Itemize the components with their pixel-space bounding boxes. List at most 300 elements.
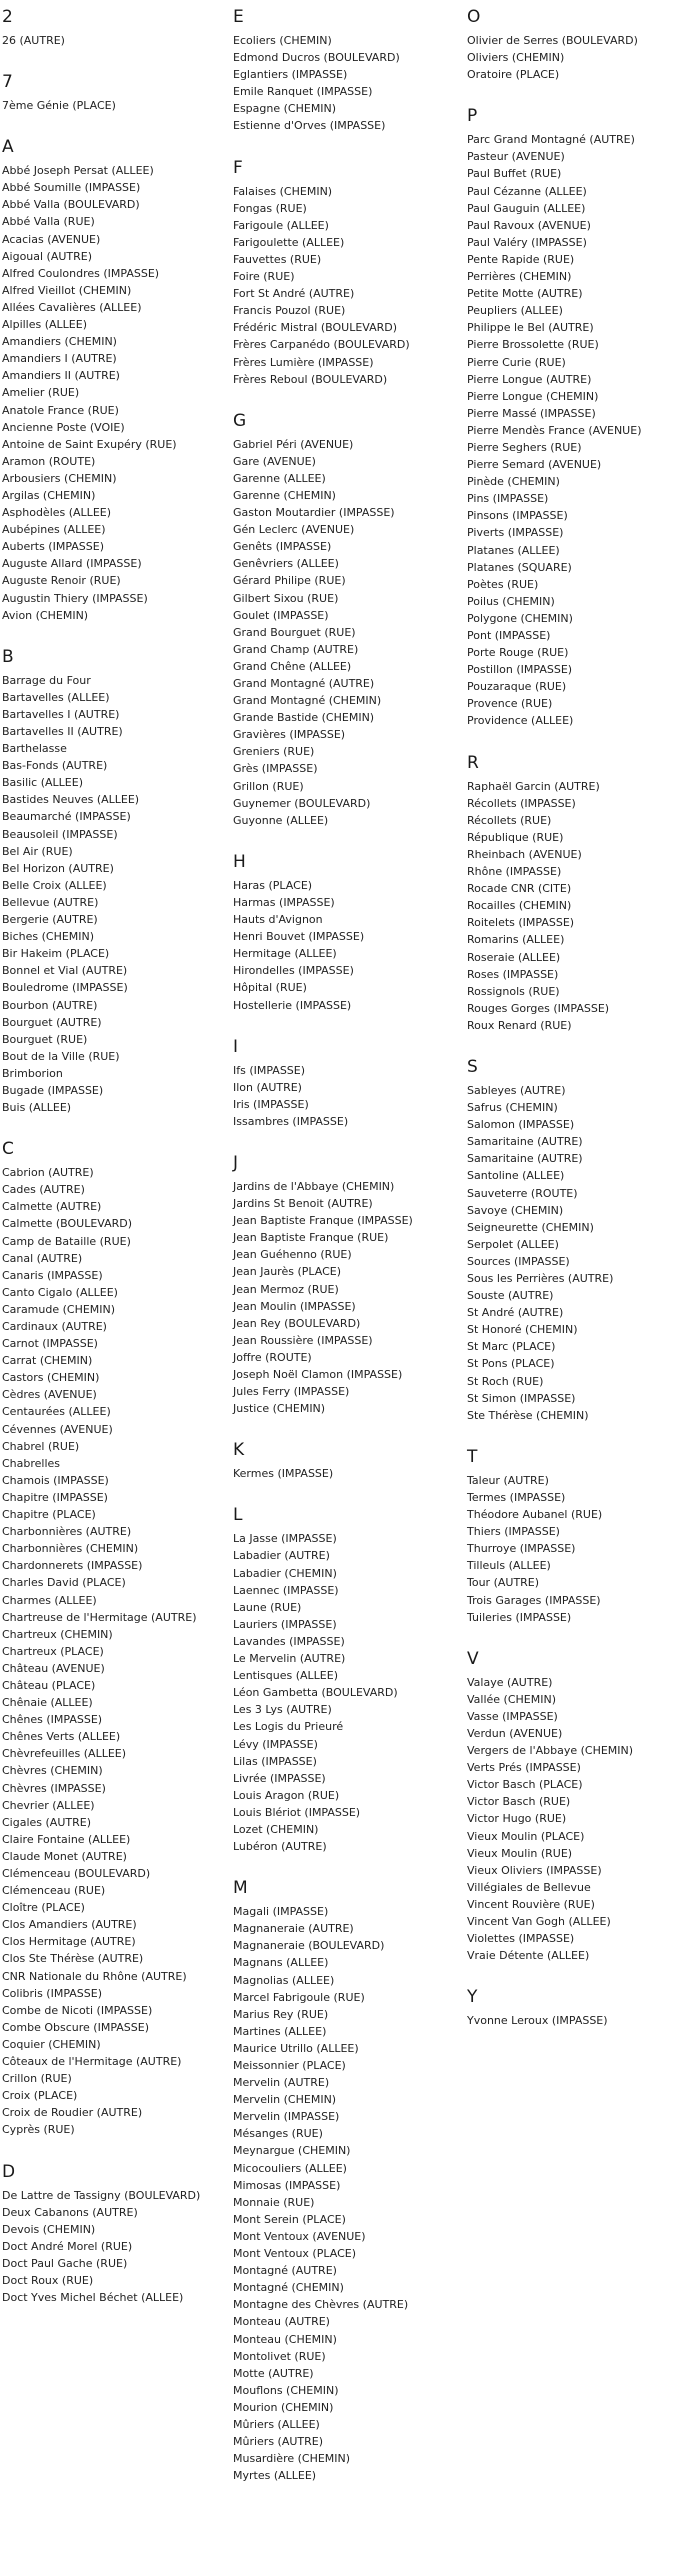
street-entry: Les Logis du Prieuré [233,1720,344,1734]
letter-heading: D [2,2161,16,2182]
street-entry: Vergers de l'Abbaye (CHEMIN) [467,1744,634,1758]
letter-group [233,1439,448,1482]
street-entry: Grès (IMPASSE) [233,762,318,776]
street-list [233,32,448,135]
street-entry: Barthelasse [2,742,67,756]
street-entry: Lavandes (IMPASSE) [233,1634,345,1648]
street-entry: Bartavelles I (AUTRE) [2,707,120,721]
street-entry: Beaumarché (IMPASSE) [2,810,131,824]
street-entry: Rocailles (CHEMIN) [467,899,572,913]
street-entry: Chabrelles [2,1456,61,1470]
street-entry: Ifs (IMPASSE) [233,1063,306,1077]
street-entry: Edmond Ducros (BOULEVARD) [233,51,400,65]
street-entry: Alfred Coulondres (IMPASSE) [2,266,160,280]
letter-group [2,71,217,114]
street-entry: Henri Bouvet (IMPASSE) [233,930,365,944]
street-entry: Les 3 Lys (AUTRE) [233,1703,332,1717]
street-entry: Chapitre (IMPASSE) [2,1490,108,1504]
street-entry: Gérard Philipe (RUE) [233,574,346,588]
street-entry: Clémenceau (RUE) [2,1884,106,1898]
letter-heading: F [233,157,243,178]
street-entry: Paul Cézanne (ALLEE) [467,184,587,198]
letter-group [467,1056,672,1424]
street-entry: Anatole France (RUE) [2,403,119,417]
street-entry: Genêvriers (ALLEE) [233,557,339,571]
street-entry: Montagné (AUTRE) [233,2264,337,2278]
letter-heading: T [467,1446,478,1467]
street-entry: Doct Roux (RUE) [2,2273,94,2287]
street-entry: Chênaie (ALLEE) [2,1696,93,1710]
street-entry: Laune (RUE) [233,1600,302,1614]
street-entry: Meynargue (CHEMIN) [233,2144,351,2158]
street-entry: Centaurées (ALLEE) [2,1405,111,1419]
letter-heading: E [233,7,244,27]
street-entry: Mervelin (CHEMIN) [233,2093,337,2107]
street-entry: Pasteur (AVENUE) [467,150,565,164]
street-entry: Hermitage (ALLEE) [233,947,337,961]
street-entry: Chartreux (PLACE) [2,1644,104,1658]
street-entry: Parc Grand Montagné (AUTRE) [467,133,635,147]
street-entry: Caramude (CHEMIN) [2,1302,116,1316]
street-entry: Pierre Longue (CHEMIN) [467,389,599,403]
street-entry: Platanes (SQUARE) [467,560,572,574]
street-entry: Carnot (IMPASSE) [2,1337,98,1351]
street-entry: Camp de Bataille (RUE) [2,1234,131,1248]
street-entry: Amandiers I (AUTRE) [2,352,117,366]
street-entry: 26 (AUTRE) [2,34,65,47]
street-entry: Lauriers (IMPASSE) [233,1617,337,1631]
street-entry: Magnaneraie (BOULEVARD) [233,1939,385,1953]
street-entry: Calmette (AUTRE) [2,1200,102,1214]
letter-heading: A [2,137,14,158]
street-entry: Jardins St Benoit (AUTRE) [233,1197,373,1211]
street-entry: Castors (CHEMIN) [2,1371,100,1385]
street-entry: Samaritaine (AUTRE) [467,1152,583,1166]
street-entry: Grand Bourguet (RUE) [233,625,356,639]
street-entry: Croix de Roudier (AUTRE) [2,2106,143,2120]
street-entry: Jean Baptiste Franque (RUE) [233,1231,389,1245]
letter-heading: G [233,410,247,431]
street-entry: Acacias (AVENUE) [2,232,101,246]
letter-heading: 7 [2,72,13,93]
street-entry: Thurroye (IMPASSE) [467,1542,576,1556]
street-entry: Espagne (CHEMIN) [233,102,337,116]
street-entry: Pente Rapide (RUE) [467,252,575,266]
street-entry: Vincent Van Gogh (ALLEE) [467,1915,611,1928]
street-entry: Issambres (IMPASSE) [233,1114,349,1128]
letter-group [2,136,217,624]
street-entry: Alpilles (ALLEE) [2,318,87,332]
street-list [467,778,672,1034]
street-entry: Chênes Verts (ALLEE) [2,1730,121,1744]
street-entry: Grand Montagné (CHEMIN) [233,694,382,708]
street-entry: Marius Rey (RUE) [233,2007,329,2021]
street-entry: Salomon (IMPASSE) [467,1118,575,1132]
street-entry: Magali (IMPASSE) [233,1905,329,1919]
street-entry: Magnolias (ALLEE) [233,1973,335,1987]
street-entry: Grande Bastide (CHEMIN) [233,711,375,725]
street-entry: Jean Rey (BOULEVARD) [233,1316,361,1330]
street-entry: Barrage du Four [2,673,91,687]
street-entry: Rocade CNR (CITE) [467,882,572,896]
street-entry: Combe Obscure (IMPASSE) [2,2020,149,2034]
street-entry: Farigoule (ALLEE) [233,218,329,232]
street-entry: République (RUE) [467,830,564,844]
street-list [467,1472,672,1626]
letter-group [233,1036,448,1130]
street-entry: Deux Cabanons (AUTRE) [2,2205,138,2219]
street-entry: Bout de la Ville (RUE) [2,1049,120,1063]
letter-group [233,410,448,829]
street-entry: Ecoliers (CHEMIN) [233,34,332,47]
street-entry: Lentisques (ALLEE) [233,1669,338,1683]
street-entry: Chèvres (IMPASSE) [2,1781,106,1795]
letter-group [233,157,448,388]
street-entry: Vallée (CHEMIN) [467,1692,557,1706]
street-entry: Perrières (CHEMIN) [467,270,572,284]
street-entry: Hirondelles (IMPASSE) [233,964,354,978]
index-column-1 [2,6,217,2328]
street-entry: Livrée (IMPASSE) [233,1771,326,1785]
street-list [233,877,448,1014]
street-entry: Cardinaux (AUTRE) [2,1320,107,1333]
street-entry: Bir Hakeim (PLACE) [2,947,110,961]
street-entry: Devois (CHEMIN) [2,2222,96,2236]
letter-heading: C [2,1139,14,1160]
letter-group [467,1446,672,1626]
street-entry: Aigoual (AUTRE) [2,249,93,263]
letter-heading: J [233,1152,239,1173]
street-entry: Claude Monet (AUTRE) [2,1849,127,1863]
street-list [233,1178,448,1417]
letter-group [467,1986,672,2029]
street-entry: Jean Mermoz (RUE) [233,1282,339,1296]
street-entry: Croix (PLACE) [2,2089,78,2103]
street-entry: Jules Ferry (IMPASSE) [233,1385,350,1399]
letter-group [467,1648,672,1965]
street-entry: Jardins de l'Abbaye (CHEMIN) [233,1179,395,1193]
street-entry: Mont Serein (PLACE) [233,2212,346,2226]
street-entry: Mésanges (RUE) [233,2127,323,2141]
street-entry: Verdun (AVENUE) [467,1726,563,1740]
street-entry: Vieux Oliviers (IMPASSE) [467,1863,602,1877]
street-entry: Fort St André (AUTRE) [233,287,355,301]
street-entry: Frédéric Mistral (BOULEVARD) [233,321,398,335]
street-entry: Grand Montagné (AUTRE) [233,677,375,690]
street-entry: Arbousiers (CHEMIN) [2,471,117,485]
street-entry: Colibris (IMPASSE) [2,1986,102,2000]
street-entry: Château (AVENUE) [2,1661,105,1675]
letter-group [233,6,448,135]
street-entry: Sources (IMPASSE) [467,1254,570,1268]
street-entry: Doct Paul Gache (RUE) [2,2256,128,2270]
street-entry: Marcel Fabrigoule (RUE) [233,1990,365,2004]
street-entry: Valaye (AUTRE) [467,1675,553,1689]
street-entry: Safrus (CHEMIN) [467,1101,558,1115]
letter-group [2,1138,217,2138]
street-entry: Guyonne (ALLEE) [233,813,329,827]
street-entry: Petite Motte (AUTRE) [467,287,583,301]
street-list [467,2012,672,2029]
street-entry: Pierre Semard (AVENUE) [467,458,602,472]
street-entry: Harmas (IMPASSE) [233,895,335,909]
street-entry: Sous les Perrières (AUTRE) [467,1272,614,1285]
street-entry: Auguste Renoir (RUE) [2,574,121,588]
street-entry: Bellevue (AUTRE) [2,895,99,909]
street-entry: Montagne des Chèvres (AUTRE) [233,2298,409,2312]
street-entry: Oratoire (PLACE) [467,68,560,82]
street-entry: Haras (PLACE) [233,878,313,892]
street-entry: Jean Jaurès (PLACE) [233,1265,342,1279]
street-entry: Tilleuls (ALLEE) [467,1559,551,1573]
street-entry: Clémenceau (BOULEVARD) [2,1867,151,1880]
street-entry: Oliviers (CHEMIN) [467,51,565,65]
street-entry: Combe de Nicoti (IMPASSE) [2,2003,153,2017]
street-entry: Augustin Thiery (IMPASSE) [2,591,148,605]
street-list [467,131,672,729]
street-entry: Santoline (ALLEE) [467,1169,565,1183]
street-entry: Paul Gauguin (ALLEE) [467,201,586,215]
street-entry: Auguste Allard (IMPASSE) [2,557,142,571]
street-entry: St Simon (IMPASSE) [467,1391,576,1405]
street-entry: Fauvettes (RUE) [233,252,322,266]
street-entry: Garenne (ALLEE) [233,471,326,485]
street-entry: Chèvres (CHEMIN) [2,1764,103,1778]
street-entry: Rhône (IMPASSE) [467,865,562,879]
street-entry: Platanes (ALLEE) [467,543,560,557]
street-entry: Grand Chêne (ALLEE) [233,659,352,673]
street-entry: Piverts (IMPASSE) [467,526,564,540]
street-entry: Pierre Massé (IMPASSE) [467,406,596,420]
street-entry: Chevrier (ALLEE) [2,1798,95,1812]
street-entry: Lubéron (AUTRE) [233,1840,327,1854]
street-entry: Genêts (IMPASSE) [233,540,332,554]
street-entry: Victor Basch (RUE) [467,1795,571,1809]
street-entry: Hostellerie (IMPASSE) [233,998,352,1012]
street-entry: Rheinbach (AVENUE) [467,847,582,861]
street-entry: Charbonnières (CHEMIN) [2,1542,139,1556]
street-entry: Verts Prés (IMPASSE) [467,1761,581,1775]
street-entry: Garenne (CHEMIN) [233,488,336,502]
street-entry: Pouzaraque (RUE) [467,680,567,694]
letter-heading: I [233,1036,239,1057]
street-entry: Victor Hugo (RUE) [467,1812,567,1826]
street-entry: Roux Renard (RUE) [467,1018,572,1032]
street-entry: Pinsons (IMPASSE) [467,509,568,523]
street-entry: Labadier (AUTRE) [233,1549,330,1563]
street-entry: Savoye (CHEMIN) [467,1203,564,1217]
street-entry: Aramon (ROUTE) [2,454,96,468]
street-entry: Abbé Joseph Persat (ALLEE) [2,164,154,178]
street-entry: Bourbon (AUTRE) [2,998,98,1012]
street-list [467,1082,672,1424]
street-entry: Vasse (IMPASSE) [467,1709,558,1723]
letter-heading: Y [467,1987,478,2008]
street-entry: Lévy (IMPASSE) [233,1737,318,1751]
street-entry: Le Mervelin (AUTRE) [233,1652,346,1666]
letter-heading: S [467,1056,478,1077]
street-entry: Basilic (ALLEE) [2,776,83,790]
street-entry: Pont (IMPASSE) [467,629,551,642]
street-entry: Magnaneraie (AUTRE) [233,1922,354,1936]
street-entry: Vieux Moulin (RUE) [467,1846,573,1860]
street-entry: Sableyes (AUTRE) [467,1083,566,1097]
street-entry: Polygone (CHEMIN) [467,611,573,625]
street-entry: Antoine de Saint Exupéry (RUE) [2,437,177,451]
street-entry: St Pons (PLACE) [467,1357,555,1371]
street-entry: Calmette (BOULEVARD) [2,1217,133,1231]
street-list [2,32,217,49]
street-entry: Philippe le Bel (AUTRE) [467,321,594,335]
street-entry: Poètes (RUE) [467,577,539,591]
street-entry: Pierre Longue (AUTRE) [467,372,592,386]
street-entry: Cyprès (RUE) [2,2123,75,2137]
street-entry: Vincent Rouvière (RUE) [467,1897,595,1911]
street-entry: Chapitre (PLACE) [2,1508,96,1522]
street-entry: Charmes (ALLEE) [2,1593,97,1607]
street-entry: Gilbert Sixou (RUE) [233,591,339,605]
street-entry: Clos Hermitage (AUTRE) [2,1935,136,1949]
street-entry: Château (PLACE) [2,1678,96,1692]
street-entry: Frères Reboul (BOULEVARD) [233,372,388,386]
street-entry: Goulet (IMPASSE) [233,608,329,622]
street-entry: Bas-Fonds (AUTRE) [2,759,108,773]
street-entry: Lilas (IMPASSE) [233,1754,317,1768]
street-entry: Doct André Morel (RUE) [2,2239,133,2253]
street-entry: Montolivet (RUE) [233,2349,326,2363]
street-entry: Chênes (IMPASSE) [2,1713,103,1727]
letter-group [467,6,672,83]
letter-heading: O [467,7,481,27]
street-entry: Gén Leclerc (AVENUE) [233,523,355,537]
street-entry: Olivier de Serres (BOULEVARD) [467,34,638,47]
letter-group [467,105,672,729]
street-entry: Cloître (PLACE) [2,1901,85,1915]
letter-heading: 2 [2,7,13,27]
street-entry: Chèvrefeuilles (ALLEE) [2,1747,127,1761]
street-entry: Bouledrome (IMPASSE) [2,981,128,995]
street-entry: Charbonnières (AUTRE) [2,1525,132,1539]
letter-heading: K [233,1440,245,1461]
street-entry: Grillon (RUE) [233,779,304,793]
letter-group [467,752,672,1034]
street-entry: Montagné (CHEMIN) [233,2281,344,2295]
street-list [467,1674,672,1965]
street-entry: Providence (ALLEE) [467,714,574,728]
street-entry: Pierre Mendès France (AVENUE) [467,423,642,437]
street-entry: Théodore Aubanel (RUE) [467,1508,603,1522]
street-entry: Canal (AUTRE) [2,1251,83,1265]
street-entry: Cabrion (AUTRE) [2,1166,94,1180]
street-entry: Claire Fontaine (ALLEE) [2,1832,131,1846]
street-entry: Cèdres (AVENUE) [2,1388,97,1402]
street-entry: Récollets (RUE) [467,813,552,827]
street-entry: Pinède (CHEMIN) [467,475,560,489]
street-entry: Chartreux (CHEMIN) [2,1627,113,1641]
street-entry: Allées Cavalières (ALLEE) [2,300,142,314]
street-entry: Carrat (CHEMIN) [2,1354,93,1368]
street-entry: Ilon (AUTRE) [233,1080,302,1094]
street-entry: St André (AUTRE) [467,1306,564,1320]
letter-group [233,1877,448,2484]
street-entry: Abbé Valla (BOULEVARD) [2,198,140,212]
street-list [2,162,217,624]
street-entry: Seigneurette (CHEMIN) [467,1220,594,1234]
street-entry: Chardonnerets (IMPASSE) [2,1559,143,1573]
street-list [233,1530,448,1855]
street-entry: Argilas (CHEMIN) [2,488,96,502]
street-list [2,1164,217,2138]
street-entry: Paul Ravoux (AVENUE) [467,218,591,232]
street-entry: Martines (ALLEE) [233,2024,327,2038]
street-entry: Belle Croix (ALLEE) [2,878,107,892]
street-entry: Gare (AVENUE) [233,454,316,468]
street-entry: Gabriel Péri (AVENUE) [233,437,354,451]
street-entry: Jean Baptiste Franque (IMPASSE) [233,1214,413,1228]
street-list [2,97,217,114]
street-list [2,672,217,1116]
street-entry: Roses (IMPASSE) [467,967,559,981]
letter-heading: H [233,851,246,872]
street-entry: Amandiers II (AUTRE) [2,369,120,383]
street-entry: Cades (AUTRE) [2,1183,85,1197]
street-entry: Eglantiers (IMPASSE) [233,68,348,82]
street-entry: Francis Pouzol (RUE) [233,304,346,318]
street-entry: Rossignols (RUE) [467,984,560,998]
street-entry: Kermes (IMPASSE) [233,1467,334,1481]
letter-heading: B [2,646,14,667]
street-entry: Cévennes (AVENUE) [2,1422,113,1436]
street-entry: Paul Buffet (RUE) [467,167,562,181]
street-entry: Micocouliers (ALLEE) [233,2161,347,2175]
letter-group [233,1152,448,1417]
street-entry: CNR Nationale du Rhône (AUTRE) [2,1969,187,1983]
street-entry: Pierre Brossolette (RUE) [467,338,599,352]
street-entry: Monteau (CHEMIN) [233,2332,337,2346]
street-entry: Bourguet (AUTRE) [2,1015,102,1029]
street-entry: Trois Garages (IMPASSE) [467,1593,601,1607]
street-entry: Avion (CHEMIN) [2,608,89,622]
street-entry: Mervelin (IMPASSE) [233,2110,340,2124]
street-entry: Jean Moulin (IMPASSE) [233,1299,356,1313]
street-entry: La Jasse (IMPASSE) [233,1532,337,1546]
street-list [233,183,448,388]
street-entry: Pins (IMPASSE) [467,492,549,506]
street-entry: Bartavelles II (AUTRE) [2,725,123,738]
street-entry: Brimborion [2,1066,63,1080]
street-list [233,1465,448,1482]
street-entry: Mouflons (CHEMIN) [233,2383,339,2397]
street-entry: Bergerie (AUTRE) [2,913,98,927]
street-entry: Biches (CHEMIN) [2,930,95,944]
street-entry: Magnans (ALLEE) [233,1956,329,1970]
street-entry: Villégiales de Bellevue [467,1880,591,1894]
street-entry: Thiers (IMPASSE) [467,1525,560,1539]
letter-heading: M [233,1878,248,1899]
street-entry: Fongas (RUE) [233,201,307,215]
street-entry: Pierre Seghers (RUE) [467,440,582,454]
street-entry: Bourguet (RUE) [2,1032,88,1046]
street-entry: Jean Guéhenno (RUE) [233,1248,352,1262]
letter-heading: R [467,752,479,773]
street-entry: St Roch (RUE) [467,1374,544,1388]
street-entry: Vraie Détente (ALLEE) [467,1949,590,1963]
street-entry: Clos Amandiers (AUTRE) [2,1918,137,1932]
street-entry: St Marc (PLACE) [467,1340,556,1354]
street-entry: Motte (AUTRE) [233,2366,314,2380]
street-entry: Violettes (IMPASSE) [467,1932,575,1946]
street-entry: Ancienne Poste (VOIE) [2,420,125,434]
